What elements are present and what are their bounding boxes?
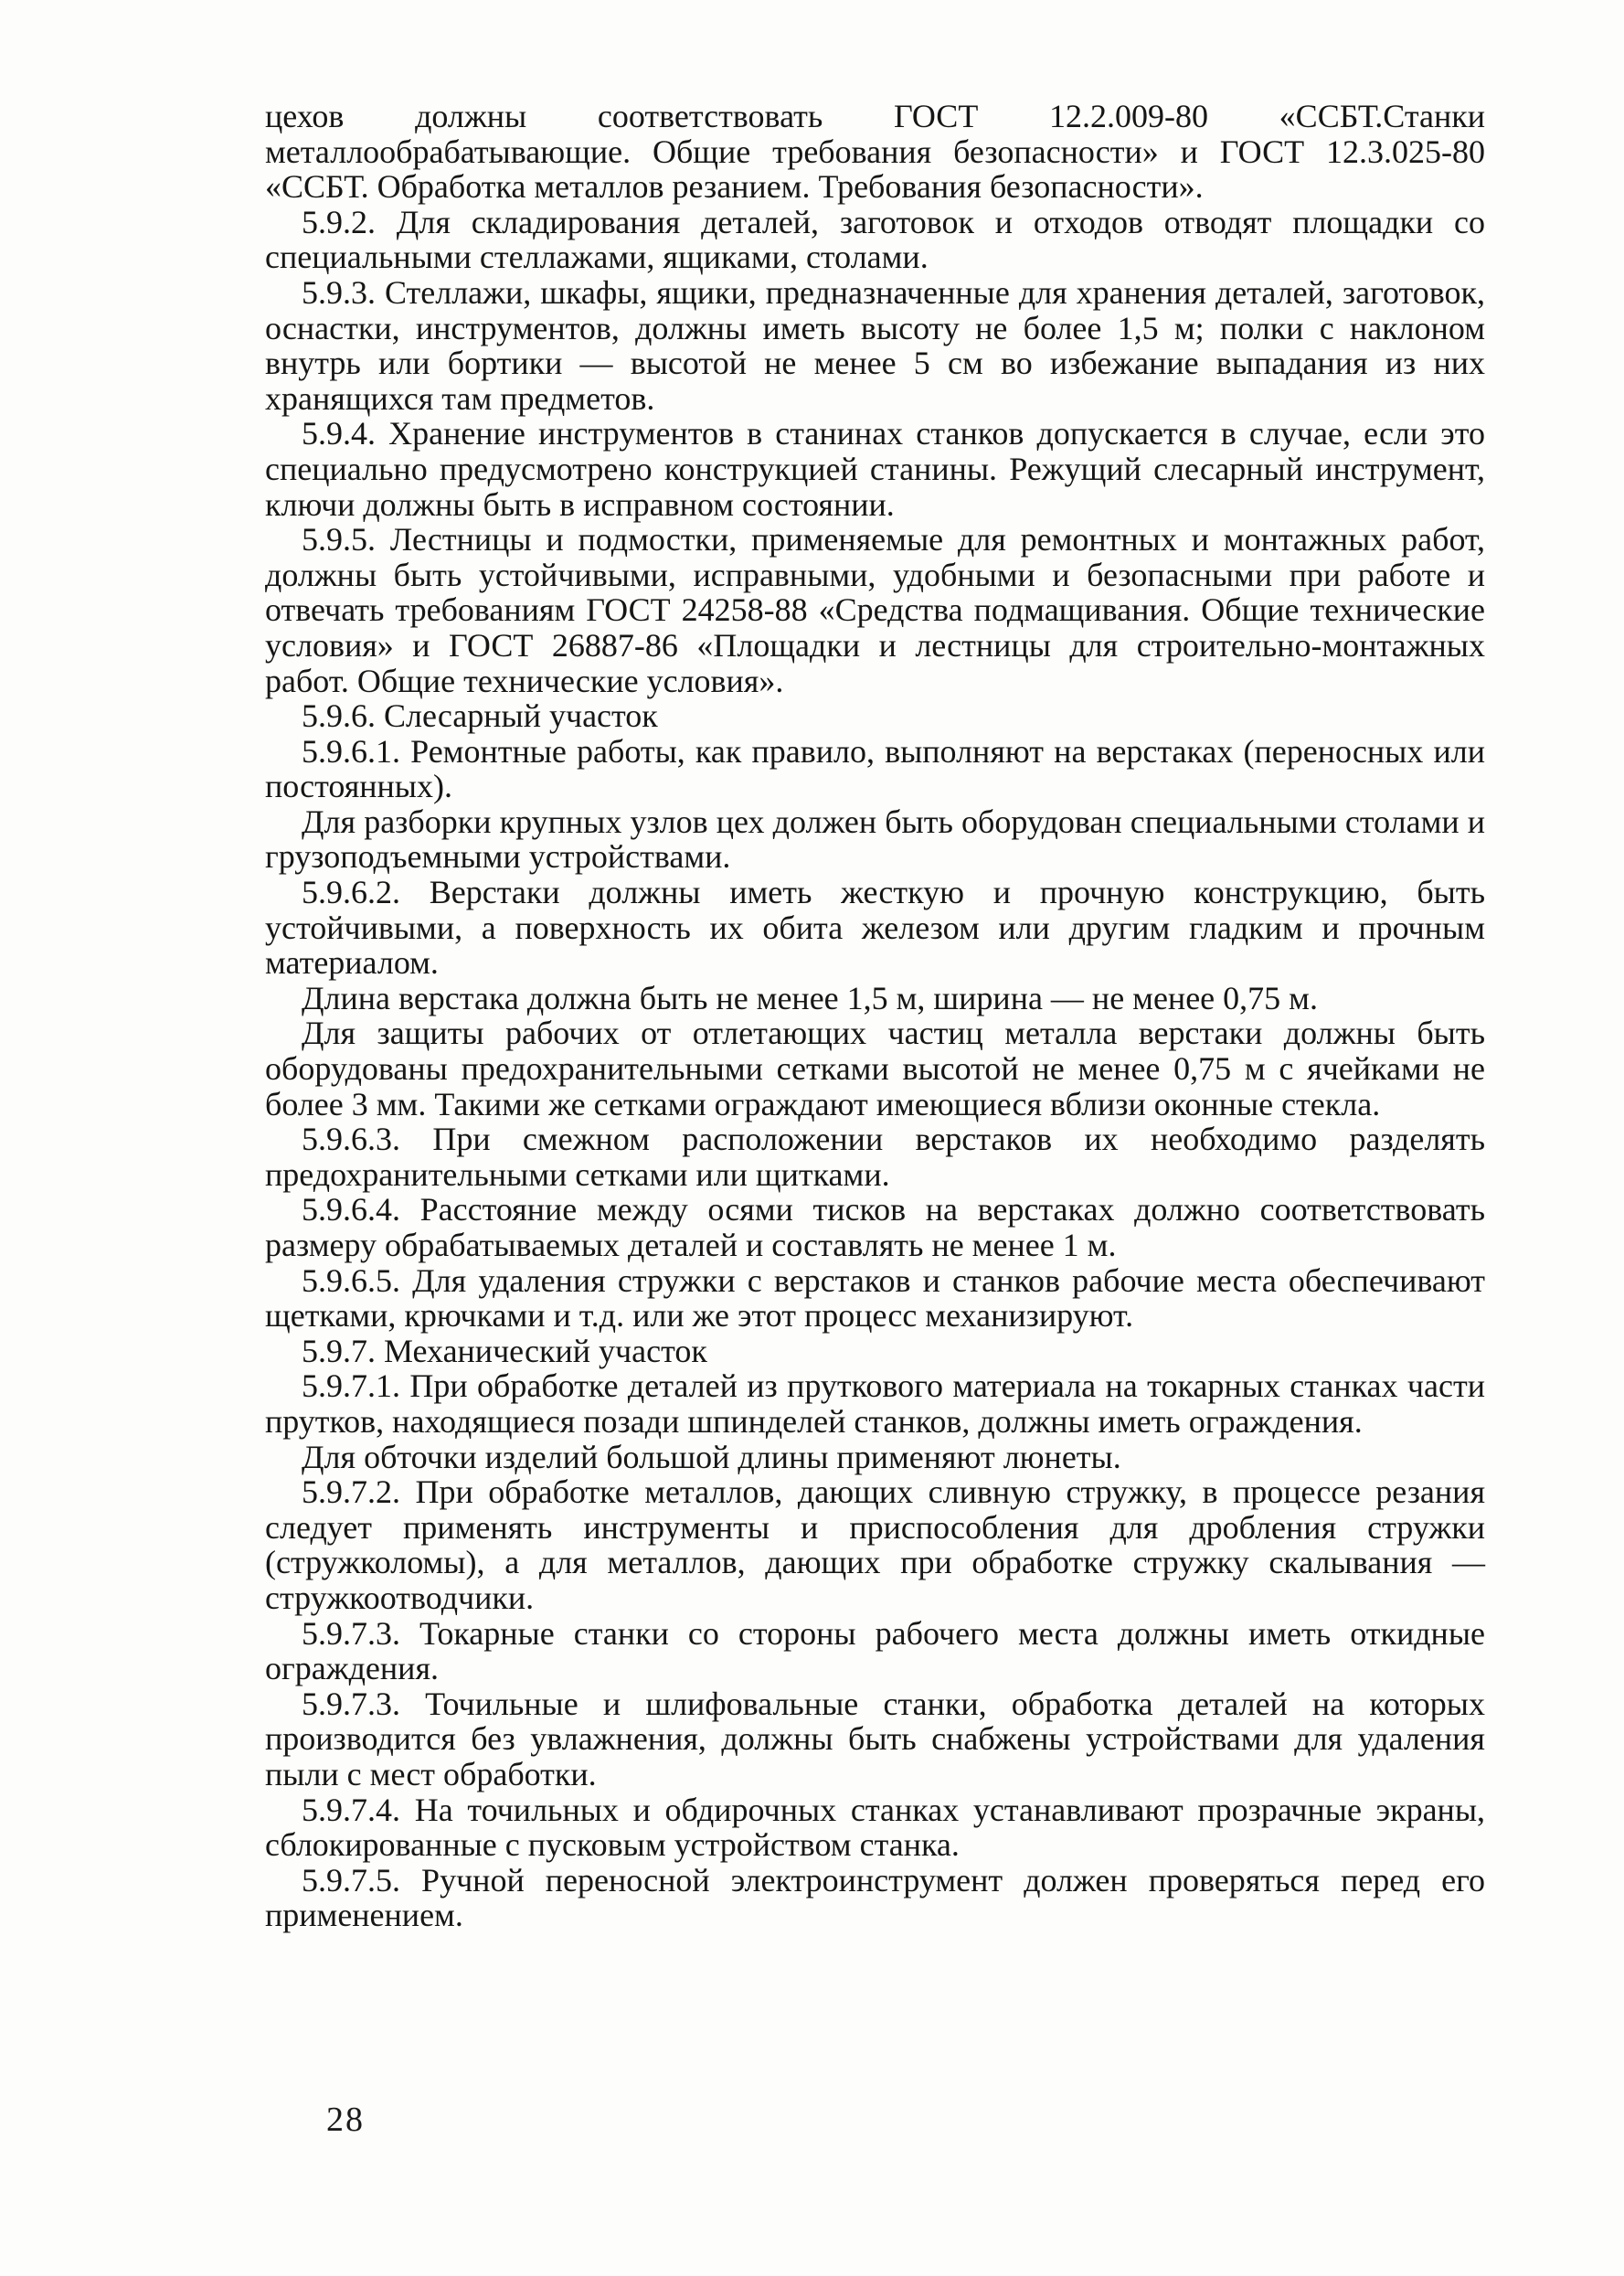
paragraph-5-9-7-1: 5.9.7.1. При обработке деталей из пруткового материала на токарных станках части прутков, находящиеся позади шпинделей станков, должны иметь ограждения. <box>265 1367 1485 1440</box>
body-text <box>265 99 1485 1933</box>
paragraph-5-9-7-4: 5.9.7.4. На точильных и обдирочных станках устанавливают прозрачные экраны, сблокированные с пусковым устройством станка. <box>265 1791 1485 1864</box>
paragraph-disassembly: Для разборки крупных узлов цех должен быть оборудован специальными столами и грузоподъемными устройствами. <box>265 803 1485 876</box>
paragraph-continuation: цехов должны соответствовать ГОСТ 12.2.009-80 «ССБТ.Станки металлообрабатывающие. Общие требования безопасности» и ГОСТ 12.3.025-80 «ССБТ. Обработка металлов резанием. Требования безопасности». <box>265 98 1485 206</box>
paragraph-5-9-2: 5.9.2. Для складирования деталей, заготовок и отходов отводят площадки со специальными стеллажами, ящиками, столами. <box>265 203 1485 276</box>
paragraph-5-9-4: 5.9.4. Хранение инструментов в станинах станков допускается в случае, если это специально предусмотрено конструкцией станины. Режущий слесарный инструмент, ключи должны быть в исправном состоянии. <box>265 415 1485 523</box>
heading-5-9-7: 5.9.7. Механический участок <box>302 1332 707 1369</box>
paragraph-5-9-6-2: 5.9.6.2. Верстаки должны иметь жесткую и прочную конструкцию, быть устойчивыми, а поверхность их обита железом или другим гладким и прочным материалом. <box>265 874 1485 982</box>
paragraph-5-9-3: 5.9.3. Стеллажи, шкафы, ящики, предназначенные для хранения деталей, заготовок, оснастки, инструментов, должны иметь высоту не более 1,5 м; полки с наклоном внутрь или бортики — высотой не менее 5 см во избежание выпадания из них хранящихся там предметов. <box>265 273 1485 417</box>
paragraph-protective-nets: Для защиты рабочих от отлетающих частиц металла верстаки должны быть оборудованы предохранительными сетками высотой не менее 0,75 м с ячейками не более 3 мм. Такими же сетками ограждают имеющиеся вблизи оконные стекла. <box>265 1015 1485 1122</box>
paragraph-steady-rests: Для обточки изделий большой длины применяют люнеты. <box>302 1438 1121 1475</box>
paragraph-5-9-5: 5.9.5. Лестницы и подмостки, применяемые для ремонтных и монтажных работ, должны быть устойчивыми, исправными, удобными и безопасными при работе и отвечать требованиям ГОСТ 24258-88 «Средства подмащивания. Общие технические условия» и ГОСТ 26887-86 «Площадки и лестницы для строительно-монтажных работ. Общие технические условия». <box>265 521 1485 699</box>
paragraph-5-9-7-3-a: 5.9.7.3. Токарные станки со стороны рабочего места должны иметь откидные ограждения. <box>265 1614 1485 1687</box>
heading-5-9-6: 5.9.6. Слесарный участок <box>302 697 658 735</box>
page-number: 28 <box>326 2101 365 2139</box>
paragraph-5-9-6-1: 5.9.6.1. Ремонтные работы, как правило, выполняют на верстаках (переносных или постоянных). <box>265 732 1485 805</box>
paragraph-5-9-6-4: 5.9.6.4. Расстояние между осями тисков на верстаках должно соответствовать размеру обрабатываемых деталей и составлять не менее 1 м. <box>265 1191 1485 1263</box>
paragraph-5-9-6-5: 5.9.6.5. Для удаления стружки с верстаков и станков рабочие места обеспечивают щетками, крючками и т.д. или же этот процесс механизируют. <box>265 1261 1485 1335</box>
paragraph-5-9-7-3-b: 5.9.7.3. Точильные и шлифовальные станки, обработка деталей на которых производится без увлажнения, должны быть снабжены устройствами для удаления пыли с мест обработки. <box>265 1685 1485 1792</box>
paragraph-5-9-7-2: 5.9.7.2. При обработке металлов, дающих сливную стружку, в процессе резания следует применять инструменты и приспособления для дробления стружки (стружколомы), а для металлов, дающих при обработке стружку скалывания — стружкоотводчики. <box>265 1473 1485 1616</box>
paragraph-5-9-6-3: 5.9.6.3. При смежном расположении верстаков их необходимо разделять предохранительными сетками или щитками. <box>265 1121 1485 1193</box>
paragraph-5-9-7-5: 5.9.7.5. Ручной переносной электроинструмент должен проверяться перед его применением. <box>265 1861 1485 1934</box>
paragraph-bench-length: Длина верстака должна быть не менее 1,5 м, ширина — не менее 0,75 м. <box>302 979 1318 1016</box>
